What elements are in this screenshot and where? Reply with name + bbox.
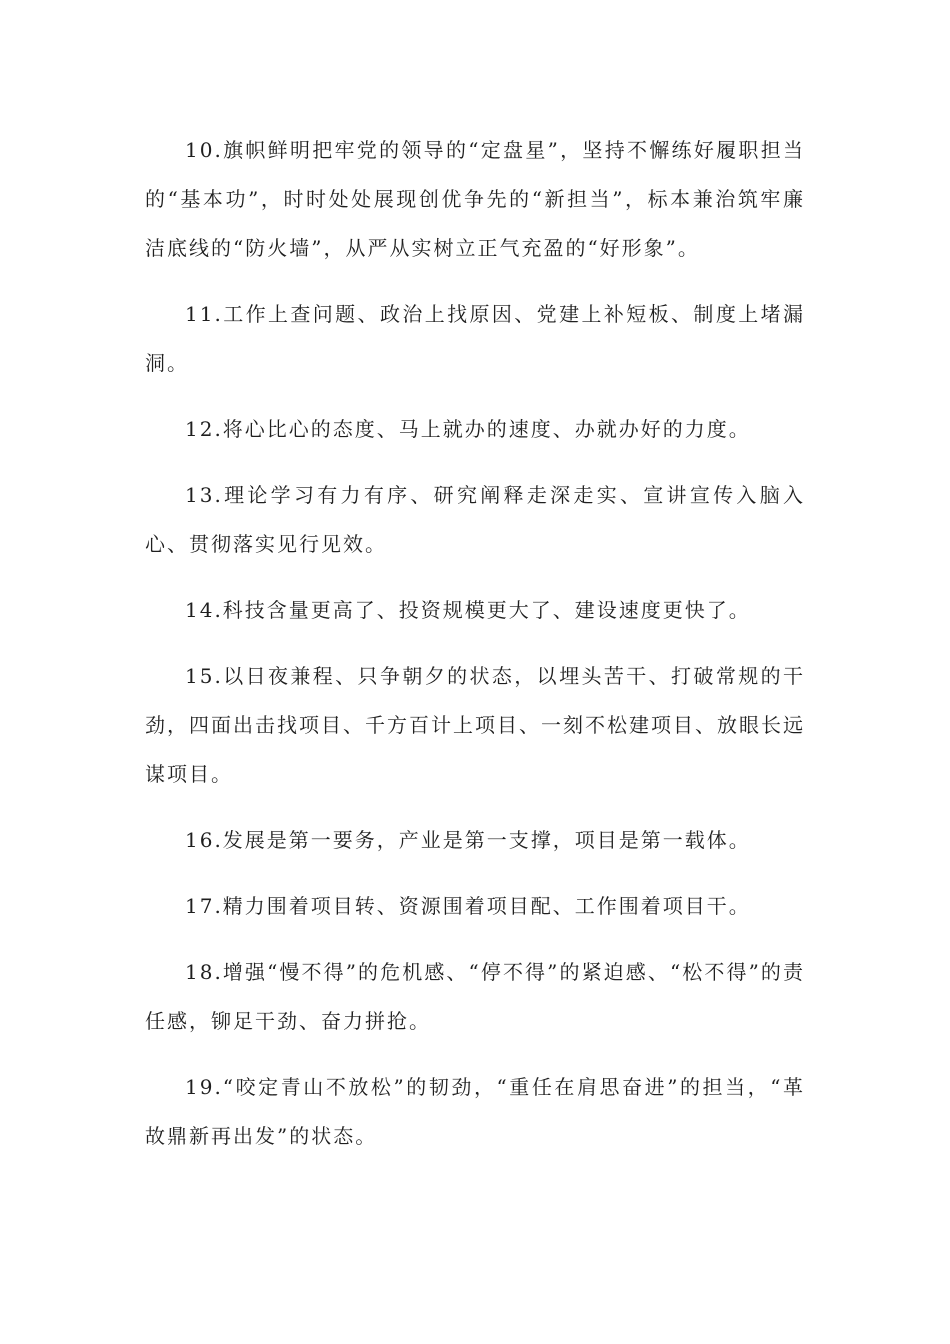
paragraph-19: 19.“咬定青山不放松”的韧劲，“重任在肩思奋进”的担当，“革故鼎新再出发”的状态。 bbox=[145, 1075, 805, 1148]
paragraph-11: 11.工作上查问题、政治上找原因、党建上补短板、制度上堵漏洞。 bbox=[145, 302, 805, 375]
document-body bbox=[145, 126, 805, 1178]
paragraph-12: 12.将心比心的态度、马上就办的速度、办就办好的力度。 bbox=[185, 417, 751, 441]
paragraph-10: 10.旗帜鲜明把牢党的领导的“定盘星”，坚持不懈练好履职担当的“基本功”，时时处处展现创优争先的“新担当”，标本兼治筑牢廉洁底线的“防火墙”，从严从实树立正气充盈的“好形象”。 bbox=[145, 138, 805, 260]
paragraph-18: 18.增强“慢不得”的危机感、“停不得”的紧迫感、“松不得”的责任感，铆足干劲、奋力拼抢。 bbox=[145, 960, 805, 1033]
paragraph-14: 14.科技含量更高了、投资规模更大了、建设速度更快了。 bbox=[185, 598, 751, 622]
paragraph-16: 16.发展是第一要务，产业是第一支撑，项目是第一载体。 bbox=[185, 828, 751, 852]
paragraph-17: 17.精力围着项目转、资源围着项目配、工作围着项目干。 bbox=[185, 894, 751, 918]
paragraph-15: 15.以日夜兼程、只争朝夕的状态，以埋头苦干、打破常规的干劲，四面出击找项目、千方百计上项目、一刻不松建项目、放眼长远谋项目。 bbox=[145, 664, 805, 786]
paragraph-13: 13.理论学习有力有序、研究阐释走深走实、宣讲宣传入脑入心、贯彻落实见行见效。 bbox=[145, 483, 805, 556]
